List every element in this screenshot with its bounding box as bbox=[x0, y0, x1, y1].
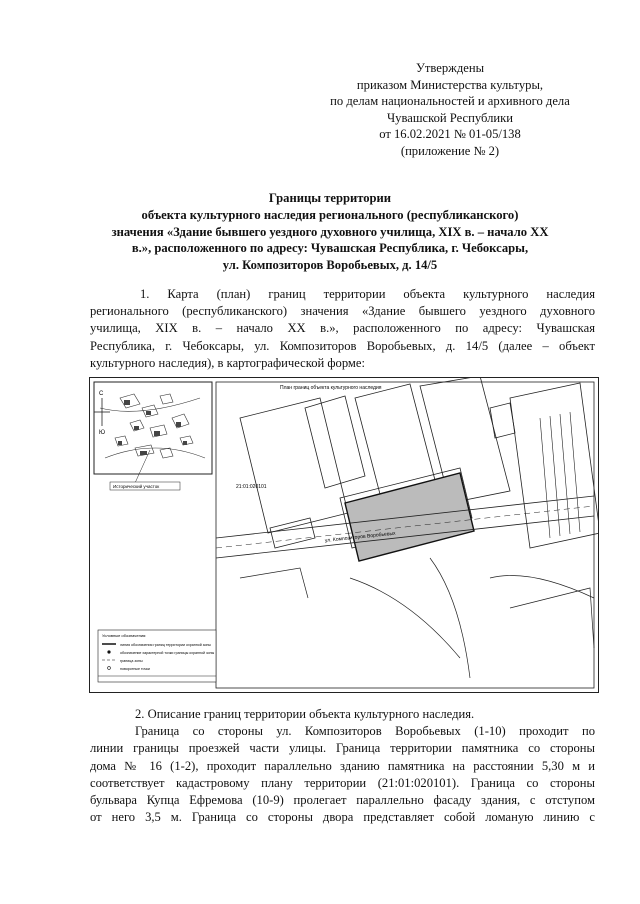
inset-map bbox=[94, 382, 212, 474]
paragraph-line: регионального (республиканского) значения «Здание бывшего уездного духовного bbox=[90, 304, 595, 319]
approval-line: Чувашской Республики bbox=[387, 110, 513, 125]
paragraph-line: училища, XIX в. – начало XX в.», расположенного по адресу: Чувашская bbox=[90, 321, 595, 336]
title-line: ул. Композиторов Воробьевых, д. 14/5 bbox=[222, 258, 438, 273]
hatching bbox=[540, 412, 580, 538]
legend-item: обозначение характерной точки границы охранной зоны bbox=[120, 651, 215, 655]
legend-title: Условные обозначения: bbox=[102, 633, 147, 638]
paragraph-line: бульвара Купца Ефремова (10-9) пролегает параллельно фасаду здания, с отступом bbox=[90, 793, 595, 808]
compass-north: С bbox=[99, 391, 104, 397]
paragraph-line: культурного наследия), в картографической форме: bbox=[90, 355, 365, 370]
paragraph-line: дома № 16 (1-2), проходит параллельно зданию памятника на расстоянии 5,30 м и bbox=[90, 758, 595, 773]
plan-title: План границ объекта культурного наследия bbox=[280, 385, 382, 391]
map-drawing bbox=[90, 378, 598, 692]
parcel-label: 21:01:020101 bbox=[236, 484, 267, 490]
title-line: в.», расположенного по адресу: Чувашская Республика, г. Чебоксары, bbox=[131, 241, 529, 256]
paragraph-line: линии границы проезжей части улицы. Граница территории памятника со стороны bbox=[90, 741, 595, 756]
paragraph-line: от него 3,5 м. Граница со стороны двора представляет собой ломаную линию с bbox=[90, 810, 595, 825]
title-line: объекта культурного наследия регионального (республиканского) bbox=[141, 207, 519, 222]
legend-item: линия обозначения границ территории охранной зоны bbox=[120, 643, 211, 647]
title-line: значения «Здание бывшего уездного духовного училища, XIX в. – начало XX bbox=[111, 224, 549, 239]
approval-line: от 16.02.2021 № 01-05/138 bbox=[379, 127, 521, 142]
boundary-map bbox=[89, 377, 599, 693]
approval-line: приказом Министерства культуры, bbox=[356, 77, 544, 92]
paragraph-line: Граница со стороны ул. Композиторов Воробьевых (1-10) проходит по bbox=[135, 724, 595, 739]
approval-line: Утверждены bbox=[415, 61, 485, 75]
section-2-paragraph bbox=[90, 706, 595, 826]
approval-block bbox=[300, 60, 600, 160]
compass-south: Ю bbox=[99, 430, 106, 436]
section-1-paragraph bbox=[90, 286, 595, 372]
approval-line: (приложение № 2) bbox=[400, 143, 500, 158]
paragraph-line: Республика, г. Чебоксары, ул. Композиторов Воробьевых, д. 14/5 (далее – объект bbox=[90, 338, 595, 353]
heritage-territory bbox=[345, 473, 474, 561]
document-title bbox=[70, 190, 590, 274]
paragraph-line: соответствует кадастровому плану территории (21:01:020101). Граница со стороны bbox=[90, 775, 595, 790]
approval-line: по делам национальностей и архивного дела bbox=[330, 94, 570, 109]
section-2-heading: 2. Описание границ территории объекта культурного наследия. bbox=[135, 707, 475, 721]
street-label: ул. Композиторов Воробьевых bbox=[324, 530, 396, 544]
title-line: Границы территории bbox=[268, 191, 392, 205]
paragraph-line: 1. Карта (план) границ территории объекта культурного наследия bbox=[140, 287, 595, 301]
legend-item: граница зоны bbox=[120, 659, 143, 663]
inset-label: Исторический участок bbox=[113, 484, 160, 489]
legend-item: поворотные точки bbox=[120, 667, 150, 671]
